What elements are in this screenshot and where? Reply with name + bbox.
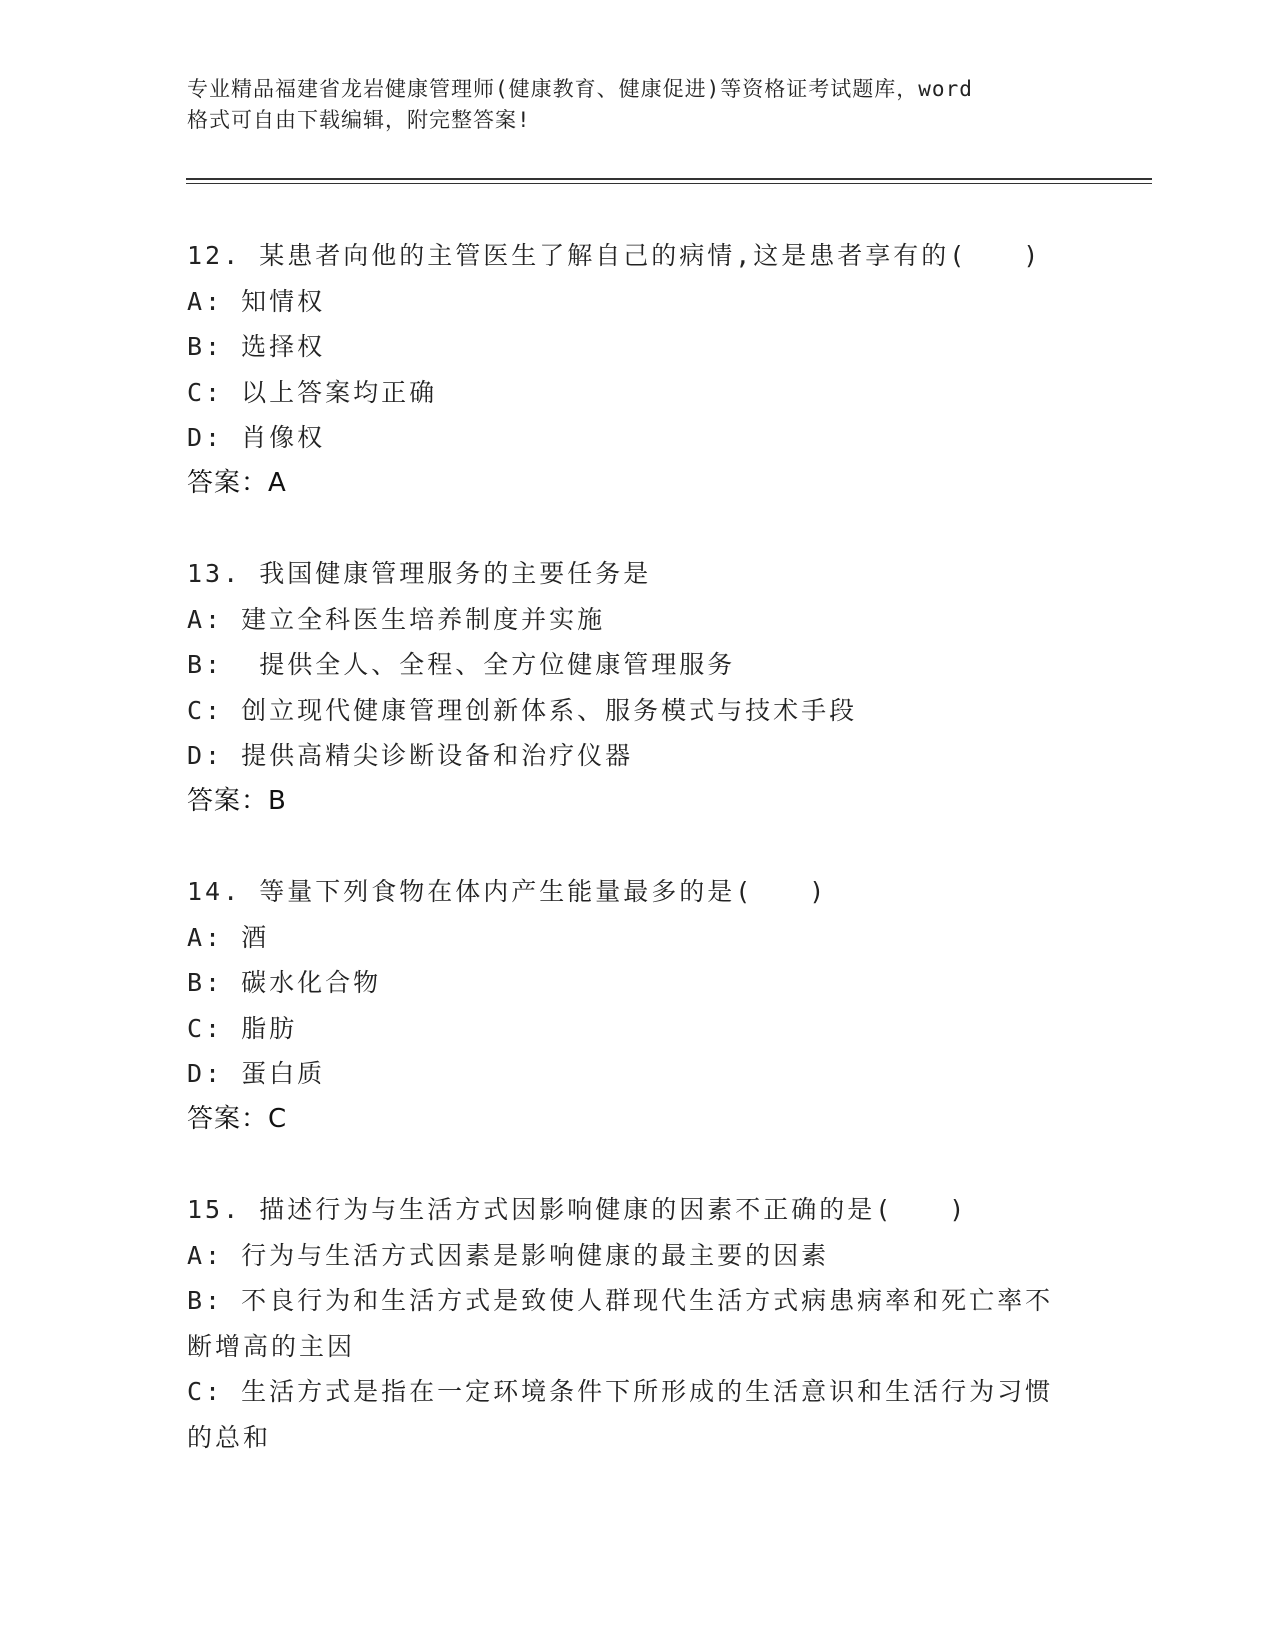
answer-label: 答案：B: [187, 785, 287, 816]
answer-label: 答案：C: [187, 1103, 288, 1134]
option-d: D: 提供高精尖诊断设备和治疗仪器: [187, 741, 634, 770]
question-stem: 12. 某患者向他的主管医生了解自己的病情,这是患者享有的( ): [187, 241, 1042, 270]
question-stem: 15. 描述行为与生活方式因影响健康的因素不正确的是( ): [187, 1195, 968, 1224]
option-b: B: 提供全人、全程、全方位健康管理服务: [187, 650, 736, 679]
option-c: C: 生活方式是指在一定环境条件下所形成的生活意识和生活行为习惯的总和: [187, 1377, 1054, 1452]
question-14: [187, 869, 1087, 1142]
document-header: [187, 74, 1067, 136]
option-a: A: 建立全科医生培养制度并实施: [187, 604, 606, 634]
question-13: [187, 551, 1087, 824]
option-a: A: 酒: [187, 922, 270, 952]
question-stem: 13. 我国健康管理服务的主要任务是: [187, 559, 652, 588]
option-a: A: 行为与生活方式因素是影响健康的最主要的因素: [187, 1240, 830, 1270]
option-d: D: 蛋白质: [187, 1059, 326, 1088]
option-c: C: 脂肪: [187, 1013, 298, 1043]
header-line-1: 专业精品福建省龙岩健康管理师(健康教育、健康促进)等资格证考试题库，word: [187, 77, 973, 101]
option-b: B: 不良行为和生活方式是致使人群现代生活方式病患病率和死亡率不断增高的主因: [187, 1286, 1054, 1361]
question-12: [187, 233, 1087, 506]
header-divider-thick: [186, 178, 1152, 180]
option-b: B: 碳水化合物: [187, 968, 382, 997]
option-c: C: 以上答案均正确: [187, 377, 438, 407]
header-divider-thin: [186, 183, 1152, 184]
header-line-2: 格式可自由下载编辑，附完整答案!: [187, 108, 531, 132]
option-a: A: 知情权: [187, 286, 326, 316]
question-stem: 14. 等量下列食物在体内产生能量最多的是( ): [187, 877, 828, 906]
option-c: C: 创立现代健康管理创新体系、服务模式与技术手段: [187, 695, 858, 725]
question-15: [187, 1187, 1087, 1460]
answer-label: 答案：A: [187, 467, 287, 498]
option-b: B: 选择权: [187, 332, 326, 361]
option-d: D: 肖像权: [187, 423, 326, 452]
